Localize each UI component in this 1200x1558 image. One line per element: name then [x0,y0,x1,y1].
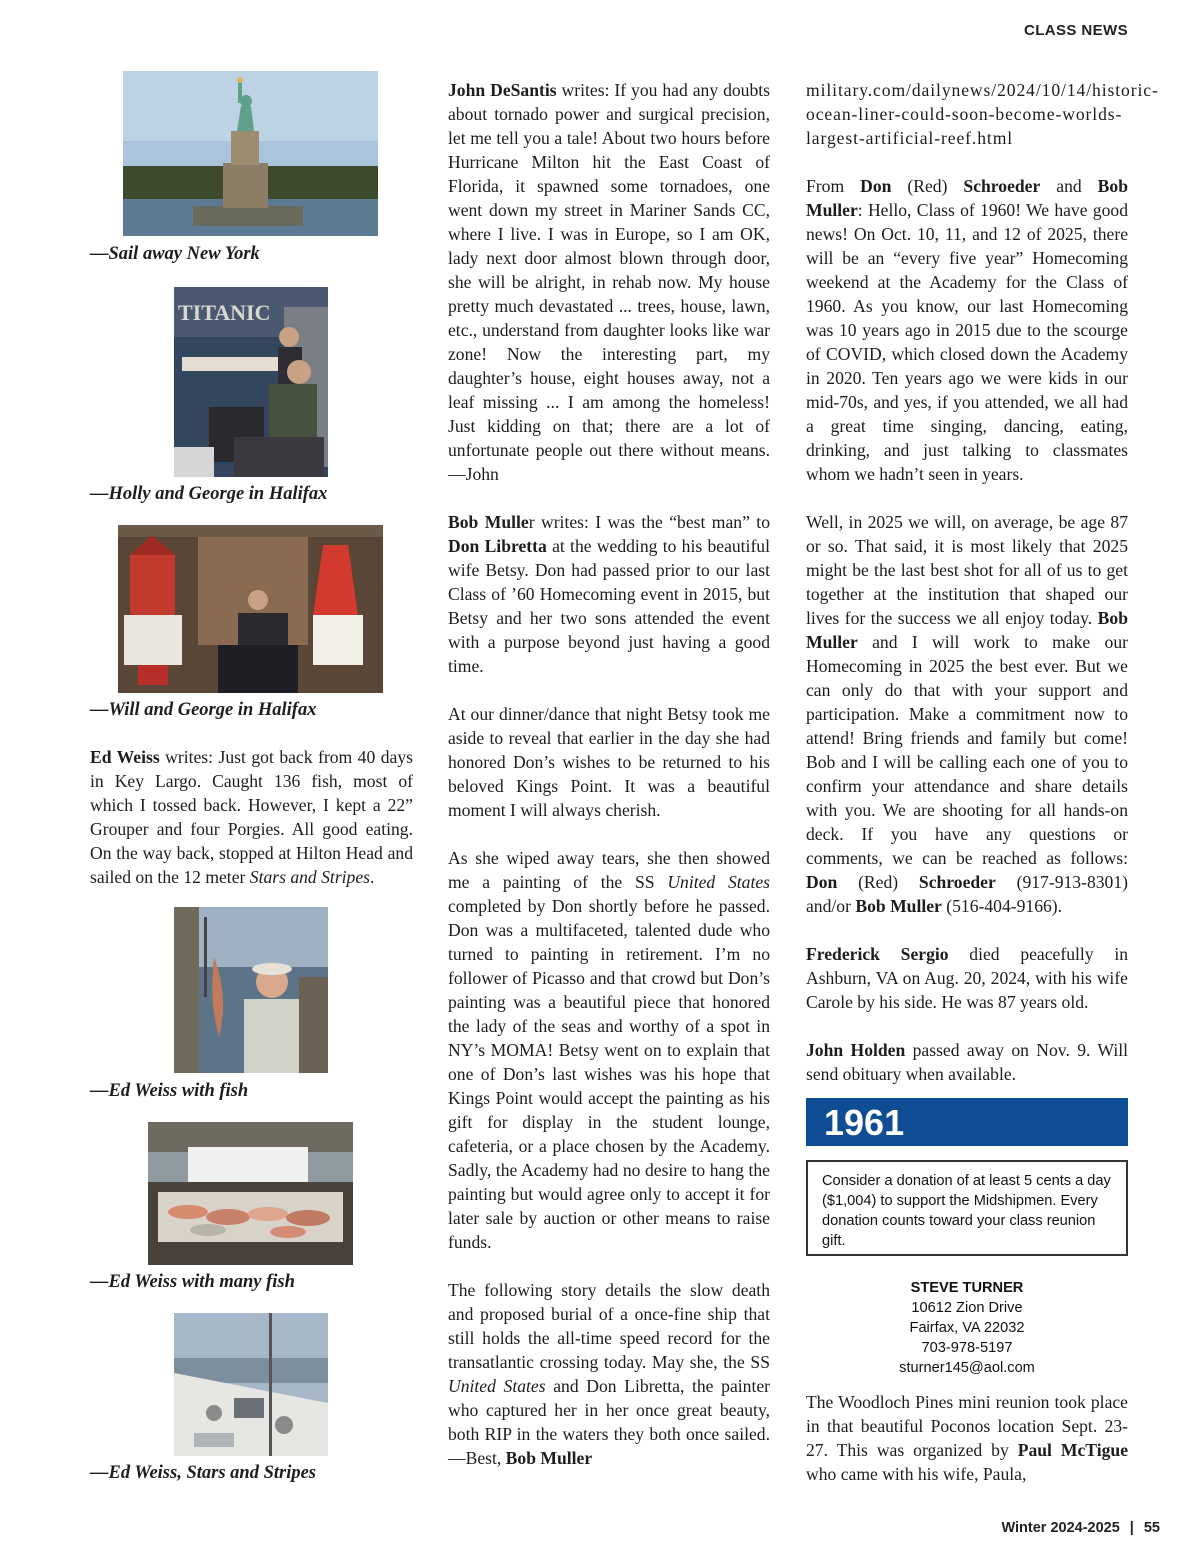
red-nickname: (Red) [891,176,964,196]
story-paragraph [448,1278,770,1470]
from-word: From [806,176,861,196]
story-signoff: Bob Muller [505,1448,593,1468]
muller-name-rest: r [528,512,535,532]
commitment-bob2: Bob Muller [855,896,942,916]
commitment-schroeder: Schroeder [918,872,996,892]
class-contact [806,1278,1128,1378]
caption-stars-stripes: —Ed Weiss, Stars and Stripes [90,1463,317,1483]
holden-name: John Holden [806,1040,906,1060]
ed-weiss-end: . [370,867,375,887]
story-text2: and Don Libretta, the painter who captured her in her once great beauty, both RIP in the waters they both once sailed. —Best, [448,1376,770,1468]
muller-phone: (516-404-9166). [941,896,1063,916]
commitment-text2: and I will work to make our Homecoming in 2025 the best ever. But we can only do that with your support and participation. Make a commitment now to attend! Bring friends and family but come! Bob and I will be calling each one of you to confirm your attendance and share details with you. We are shooting for all hands-on deck. If you have any questions or comments, we can be reached as follows: [806,632,1128,868]
homecoming-text: : Hello, Class of 1960! We have good news! On Oct. 10, 11, and 12 of 2025, there will be an “every five year” Homecoming weekend at the Academy for the Class of 1960. As you know, our last Homecoming was 10 years ago in 2015 due to the scourge of COVID, which closed down the Academy in 2020. Ten years ago we were kids in our mid-70s, and yes, if you attended, we all had a great time singing, dancing, eating, drinking, and just talking to classmates whom we hadn’t seen in years. [806,200,1128,484]
contact-name: STEVE TURNER [910,1280,1024,1296]
holden-text: passed away on Nov. 9. Will send obituary when available. [806,1040,1128,1084]
muller-intro [448,510,770,678]
desantis-text: writes: If you had any doubts about tornado power and surgical precision, let me tell you a tale! About two hours before Hurricane Milton hit the East Coast of Florida, it spawned some tornadoes, one went down my street in Mariner Sands CC, where I live. I was in Europe, so I am OK, lady next door almost blown through door, she will be alright, in rehab now. My house pretty much devastated ... trees, house, lawn, etc., understand from daughter looks like war zone! Now the interesting part, my daughter’s house, eight houses away, not a leaf missing ... I am among the homeless! Just kidding on that; there are a lot of unfortunate people out there without means. —John [448,80,770,484]
right-column [806,78,1159,1110]
contact-city: Fairfax, VA 22032 [909,1320,1025,1336]
muller-text1: writes: I was the “best man” to [534,512,770,532]
reunion-paragraph [806,1390,1128,1486]
middle-column [448,78,770,1494]
homecoming-paragraph [806,174,1128,486]
ship-name: United States [667,872,770,892]
photo-man-with-fish [174,907,328,1073]
commitment-bob: Bob Muller [806,608,1128,652]
issue-label: Winter 2024-2025 [1001,1520,1120,1536]
page-footer [1001,1520,1160,1536]
commitment-paragraph [806,510,1128,918]
holden-item [806,1038,1128,1086]
photo-statue-of-liberty [123,71,378,236]
painting-text1: As she wiped away tears, she then showed me a painting of the SS [448,848,770,892]
caption-sail-away: —Sail away New York [90,244,260,264]
schroeder-name: Schroeder [963,176,1041,196]
caption-ed-weiss-fish: —Ed Weiss with fish [90,1081,249,1101]
schroeder-phone: (917-913-8301) and/or [806,872,1128,916]
commitment-don: Don [806,872,838,892]
ed-weiss-text: writes: Just got back from 40 days in Key Largo. Caught 136 fish, most of which I tossed back. However, I kept a 22” Grouper and four Porgies. All good eating. On the way back, stopped at Hilton Head and sailed on the 12 meter [90,747,413,887]
commitment-red: (Red) [837,872,919,892]
desantis-item [448,78,770,486]
photo-lighthouse-exhibit [118,525,383,693]
caption-holly-george: —Holly and George in Halifax [90,484,328,504]
reunion-text2: who came with his wife, Paula, [806,1464,1027,1484]
sergio-item [806,942,1128,1014]
ed-weiss-name: Ed Weiss [90,747,160,767]
class-year-banner: 1961 [806,1098,1128,1146]
muller-text2: at the wedding to his beautiful wife Betsy. Don had passed prior to our last Class of ’60 Homecoming event in 2015, but Betsy and her two sons attended the event with a purpose beyond just having a good time. [448,536,770,676]
contact-email[interactable]: sturner145@aol.com [899,1360,1035,1376]
caption-will-george: —Will and George in Halifax [90,700,317,720]
donation-box: Consider a donation of at least 5 cents a day ($1,004) to support the Midshipmen. Every donation counts toward your class reunion gift. [806,1160,1128,1256]
svg-text:TITANIC: TITANIC [178,300,271,325]
article-url[interactable]: military.com/dailynews/2024/10/14/historic-ocean-liner-could-soon-become-worlds-largest-artificial-reef.html [806,80,1159,148]
dinner-paragraph: At our dinner/dance that night Betsy took me aside to reveal that earlier in the day she had honored Don’s wishes to be returned to his beloved Kings Point. It was a beautiful moment I will always cherish. [448,704,770,820]
section-header: CLASS NEWS [1023,22,1128,39]
desantis-name: John DeSantis [448,80,557,100]
commitment-text1: Well, in 2025 we will, on average, be age 87 or so. That said, it is most likely that 2025 might be the last best shot for all of us to get together at the institution that shaped our lives for the success we all enjoy today. [806,512,1128,628]
mctigue-name: Paul McTigue [1017,1440,1128,1460]
ed-weiss-item [90,745,413,913]
bob-muller-name: Bob Muller [806,176,1128,220]
and-word: and [1040,176,1098,196]
libretta-name: Don Libretta [448,536,547,556]
photo-fish-on-dock [148,1122,353,1265]
boat-name: Stars and Stripes [249,867,371,887]
don-name: Don [860,176,892,196]
reunion-text1: The Woodloch Pines mini reunion took place in that beautiful Poconos location Sept. 23-27. This was organized by [806,1392,1128,1460]
sergio-name: Frederick Sergio [806,944,949,964]
sergio-text: died peacefully in Ashburn, VA on Aug. 20, 2024, with his wife Carole by his side. He was 87 years old. [806,944,1129,1012]
story-ship: United States [448,1376,546,1396]
contact-phone: 703-978-5197 [921,1340,1013,1356]
caption-many-fish: —Ed Weiss with many fish [90,1272,295,1292]
photo-titanic-exhibit [174,287,328,477]
page-number: 55 [1143,1520,1160,1536]
footer-separator: | [1129,1520,1134,1536]
contact-street: 10612 Zion Drive [911,1300,1023,1316]
painting-paragraph [448,846,770,1254]
story-text1: The following story details the slow death and proposed burial of a once-fine ship that still holds the all-time speed record for the transatlantic crossing today. May she, the SS [448,1280,770,1372]
photo-sailboat-deck [174,1313,328,1456]
muller-name: Bob Mulle [448,512,529,532]
painting-text2: completed by Don shortly before he passed. Don was a multifaceted, talented dude who turned to painting in retirement. I’m no follower of Picasso and that crowd but Don’s painting was a beautiful piece that honored the lady of the seas and worthy of a spot in NY’s MOMA! Betsy went on to explain that one of Don’s last wishes was his hope that Kings Point would accept the painting as his gift for display in the student lounge, cafeteria, or a place chosen by the Academy. Sadly, the Academy had no desire to hang the painting but would agree only to accept it for later sale by auction or other means to raise funds. [448,896,770,1252]
